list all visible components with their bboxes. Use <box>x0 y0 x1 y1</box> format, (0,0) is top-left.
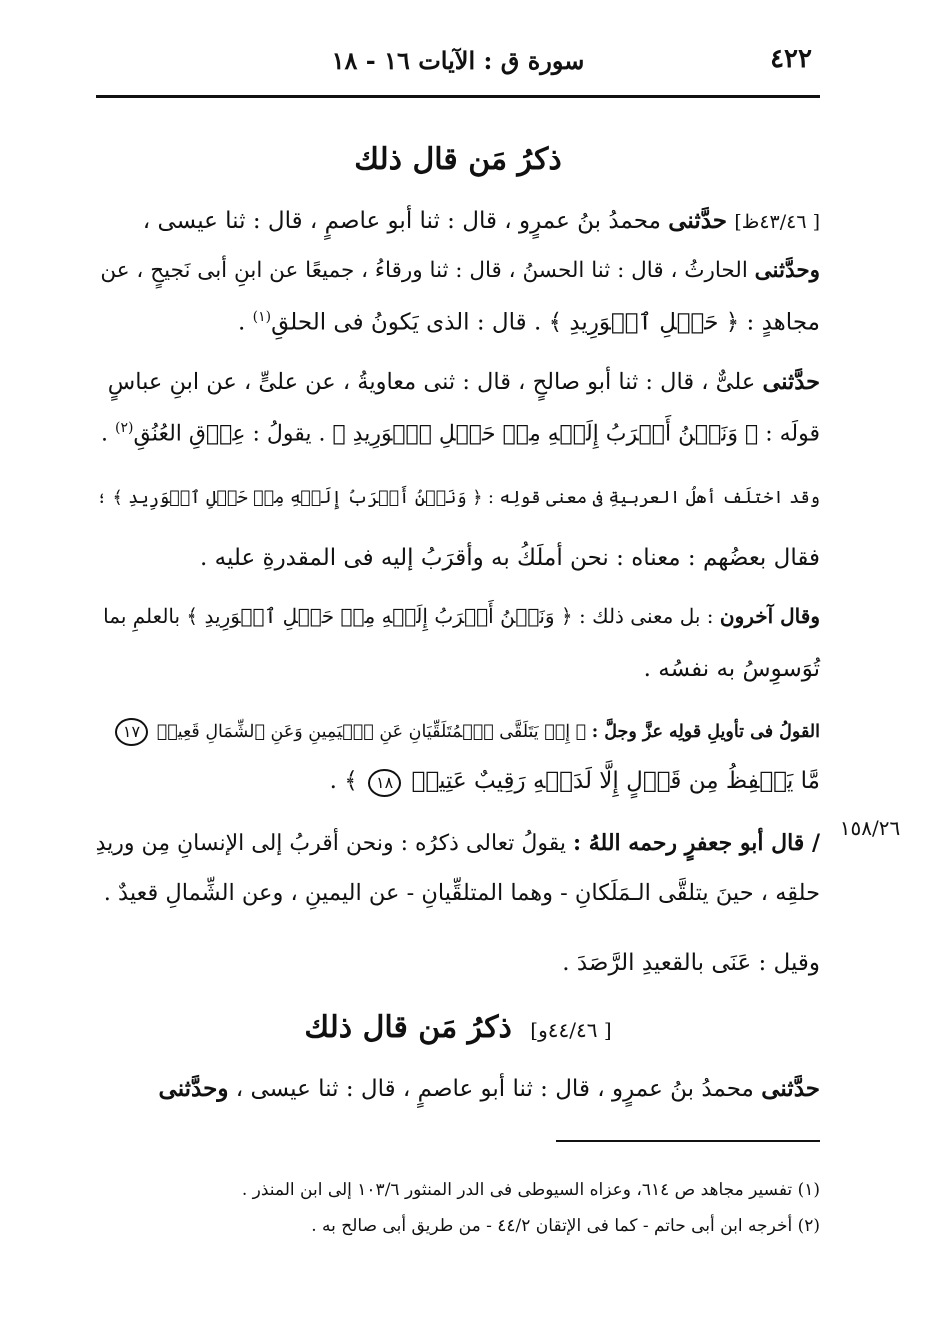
text-span: محمدُ بنُ عمرٍو ، قال : ثنا أبو عاصمٍ ، قال : ثنا عيسى ، <box>142 208 661 234</box>
section-heading: ذكرُ مَن قال ذلك <box>354 142 562 177</box>
narration-lead: حدَّثنى <box>761 1075 820 1102</box>
margin-reference: ١٥٨/٢٦ <box>839 816 901 840</box>
section-lead: / قال أبو جعفرٍ رحمه اللهُ : <box>572 830 820 856</box>
text-span: فقال بعضُهم : معناه : نحن أملَكُ به وأقرَبُ إليه فى المقدرةِ عليه . <box>199 545 820 571</box>
text-line <box>96 545 820 571</box>
ayah-number: ١٨ <box>368 769 401 797</box>
footnote-marker: (٢) <box>115 420 134 436</box>
page-number: ٤٢٢ <box>770 44 812 74</box>
text-line <box>96 950 820 976</box>
text-span: تُوَسوِسُ به نفسُه . <box>643 656 820 682</box>
text-line <box>96 488 820 508</box>
text-span: ﴾ . <box>329 768 366 794</box>
text-span: وقد اختلَف أهلُ العربيةِ فى معنى قولِه : ﴿ وَنَحۡنُ أَقۡرَبُ إِلَيۡهِ مِنۡ حَبۡلِ ٱلۡوَرِيدِ ﴾ ؛ <box>96 488 820 508</box>
text-line <box>96 420 820 446</box>
section-heading-text: ذكرُ مَن قال ذلك <box>304 1010 512 1045</box>
running-head <box>96 42 820 82</box>
section-heading <box>96 1010 820 1045</box>
text-line <box>96 1075 820 1102</box>
text-span: الحارثُ ، قال : ثنا الحسنُ ، قال : ثنا ورقاءُ ، جميعًا عن ابنِ أبى نَجيحٍ ، عن <box>100 258 748 283</box>
text-line <box>96 768 820 797</box>
text-span: وقيل : عَنَى بالقعيدِ الرَّصَدَ . <box>562 950 820 976</box>
text-line <box>96 369 820 395</box>
text-line <box>96 830 820 856</box>
text-span: علىٌّ ، قال : ثنا أبو صالحٍ ، قال : ثنى معاويةُ ، عن علىٍّ ، عن ابنِ عباسٍ <box>107 369 756 395</box>
surah-title: سورة ق : الآيات ١٦ - ١٨ <box>331 46 585 75</box>
text-line <box>96 880 820 906</box>
header-rule <box>96 95 820 98</box>
text-line <box>96 656 820 682</box>
text-span: . <box>101 421 115 447</box>
quran-verse: مَّا يَلۡفِظُ مِن قَوۡلٍ إِلَّا لَدَيۡهِ رَقِيبٌ عَتِيدٞ <box>411 768 820 794</box>
text-line <box>96 718 820 746</box>
text-span: يقولُ تعالى ذكرُه : ونحن أقربُ إلى الإنسانِ مِن وريدِ <box>95 831 573 856</box>
text-span: . <box>237 309 253 336</box>
text-line <box>96 207 820 234</box>
text-span: قولَه : ﴿ وَنَحۡنُ أَقۡرَبُ إِلَيۡهِ مِنۡ حَبۡلِ ٱلۡوَرِيدِ ﴾ . يقولُ : عِرۡقِ العُنُقِ <box>133 421 820 447</box>
text-line <box>96 258 820 283</box>
footnote: (٢) أخرجه ابن أبى حاتم - كما فى الإتقان ٤٤/٢ - من طريق أبى صالح به . <box>311 1216 820 1236</box>
quran-verse: ﴿ إِذۡ يَتَلَقَّى ٱلۡمُتَلَقِّيَانِ عَنِ ٱلۡيَمِينِ وَعَنِ ٱلشِّمَالِ قَعِيدٞ <box>156 722 592 742</box>
footnote-rule <box>556 1140 820 1142</box>
footnote: (١) تفسير مجاهد ص ٦١٤، وعزاه السيوطى فى الدر المنثور ١٠٣/٦ إلى ابن المنذر . <box>241 1180 820 1200</box>
manuscript-ref: [ ٤٣/٤٦ظ] <box>734 211 820 233</box>
text-line <box>96 309 820 336</box>
text-line <box>96 604 820 628</box>
footnote-marker: (١) <box>252 309 272 325</box>
narration-lead: حدَّثنى <box>762 369 820 395</box>
ayah-number: ١٧ <box>115 718 148 746</box>
text-span: حلقِه ، حينَ يتلقَّى الـمَلَكانِ - وهما المتلقِّيانِ - عن اليمينِ ، وعن الشِّمالِ قعيدٌ . <box>103 880 820 906</box>
text-span: مجاهدٍ : ﴿ حَبۡلِ ٱلۡوَرِيدِ ﴾ . قال : الذى يَكونُ فى الحلقِ <box>271 309 820 336</box>
manuscript-ref: [ ٤٤/٤٦و] <box>530 1018 612 1042</box>
narration-lead: وحدَّثنى <box>158 1075 229 1102</box>
narration-lead: وقال آخرون <box>719 604 820 628</box>
section-lead: القولُ فى تأويلِ قولِه عزَّ وجلَّ : <box>591 722 820 742</box>
narration-lead: وحدَّثنى <box>754 258 820 283</box>
text-span: محمدُ بنُ عمرٍو ، قال : ثنا أبو عاصمٍ ، قال : ثنا عيسى ، <box>228 1076 762 1102</box>
narration-lead: حدَّثنى <box>668 207 728 234</box>
text-span: : بل معنى ذلك : ﴿ وَنَحۡنُ أَقۡرَبُ إِلَيۡهِ مِنۡ حَبۡلِ ٱلۡوَرِيدِ ﴾ بالعلمِ بما <box>103 604 720 628</box>
